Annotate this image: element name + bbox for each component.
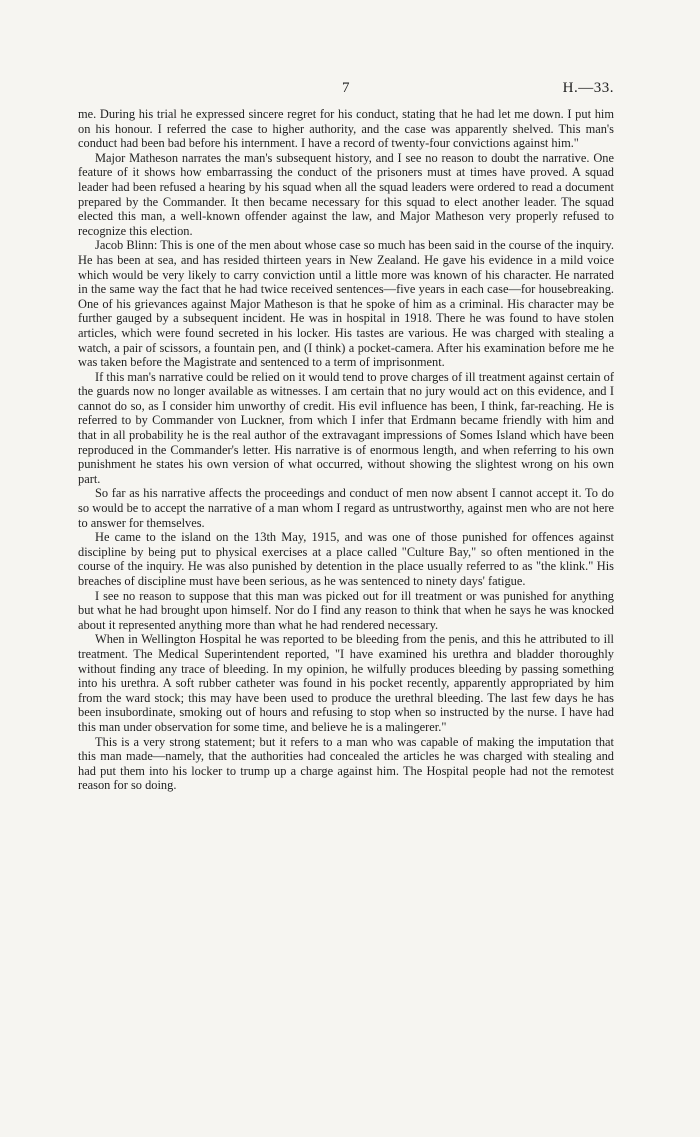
paragraph: This is a very strong statement; but it refers to a man who was capable of making the imputation that this man made—namely, that the authorities had concealed the articles he was charged with stealing and had put them into his locker to trump up a charge against him. The Hospital people had not the remotest reason for so doing. <box>78 734 614 793</box>
paragraph: Jacob Blinn: This is one of the men about whose case so much has been said in the course of the inquiry. He has been at sea, and has resided thirteen years in New Zealand. He gave his evidence in a mild voice which would be very likely to carry conviction until a little more was known of his character. He narrated in the same way the fact that he had twice received sentences—five years in each case—for housebreaking. One of his grievances against Major Matheson is that he spoke of him as a criminal. His character may be further gauged by a subsequent incident. He was in hospital in 1918. There he was found to have stolen articles, which were found secreted in his locker. His tastes are various. He was charged with stealing a watch, a pair of scissors, a fountain pen, and (I think) a pocket-camera. After his examination before me he was taken before the Magistrate and sentenced to a term of imprisonment. <box>78 238 614 370</box>
paragraph: me. During his trial he expressed sincere regret for his conduct, stating that he had let me down. I put him on his honour. I referred the case to higher authority, and the case was apparently shelved. This man's conduct had been bad before his internment. I have a record of twenty-four convictions against him." <box>78 107 614 151</box>
page-header <box>78 80 614 100</box>
paragraph: If this man's narrative could be relied on it would tend to prove charges of ill treatment against certain of the guards now no longer available as witnesses. I am certain that no jury would act on this evidence, and I cannot do so, as I consider him unworthy of credit. His evil influence has been, I think, far-reaching. He is referred to by Commander von Luckner, from which I infer that Erdmann became friendly with him and that in all probability he is the real author of the extravagant impressions of Somes Island which have been reproduced in the Commander's letter. His narrative is of enormous length, and when referring to his own punishment he states his own version of what occurred, without showing the slightest wrong on his own part. <box>78 369 614 486</box>
document-reference: H.—33. <box>562 80 614 96</box>
paragraph: So far as his narrative affects the proceedings and conduct of men now absent I cannot accept it. To do so would be to accept the narrative of a man whom I regard as untrustworthy, against men who are not here to answer for themselves. <box>78 486 614 530</box>
body-text <box>78 107 614 793</box>
paragraph: When in Wellington Hospital he was reported to be bleeding from the penis, and this he attributed to ill treatment. The Medical Superintendent reported, "I have examined his urethra and bladder thoroughly without finding any trace of bleeding. In my opinion, he wilfully produces bleeding by passing something into his urethra. A soft rubber catheter was found in his pocket recently, apparently appropriated by him from the ward stock; this may have been used to produce the urethral bleeding. The last few days he has been insubordinate, smoking out of hours and refusing to stop when so instructed by the nurse. I have had this man under observation for some time, and believe he is a malingerer." <box>78 632 614 734</box>
page-number: 7 <box>342 80 350 96</box>
paragraph: Major Matheson narrates the man's subsequent history, and I see no reason to doubt the narrative. One feature of it shows how embarrassing the conduct of the prisoners must at times have proved. A squad leader had been refused a hearing by his squad when all the squad leaders were ordered to read a document prepared by the Commander. It then became necessary for this squad to elect another leader. The squad elected this man, a well-known offender against the law, and Major Matheson very properly refused to recognize this election. <box>78 150 614 238</box>
paragraph: I see no reason to suppose that this man was picked out for ill treatment or was punished for anything but what he had brought upon himself. Nor do I find any reason to think that when he says he was knocked about it represented anything more than what he had rendered necessary. <box>78 588 614 632</box>
paragraph: He came to the island on the 13th May, 1915, and was one of those punished for offences against discipline by being put to physical exercises at a place called "Culture Bay," so often mentioned in the course of the inquiry. He was also punished by detention in the place usually referred to as "the klink." His breaches of discipline must have been serious, as he was sentenced to ninety days' fatigue. <box>78 530 614 588</box>
